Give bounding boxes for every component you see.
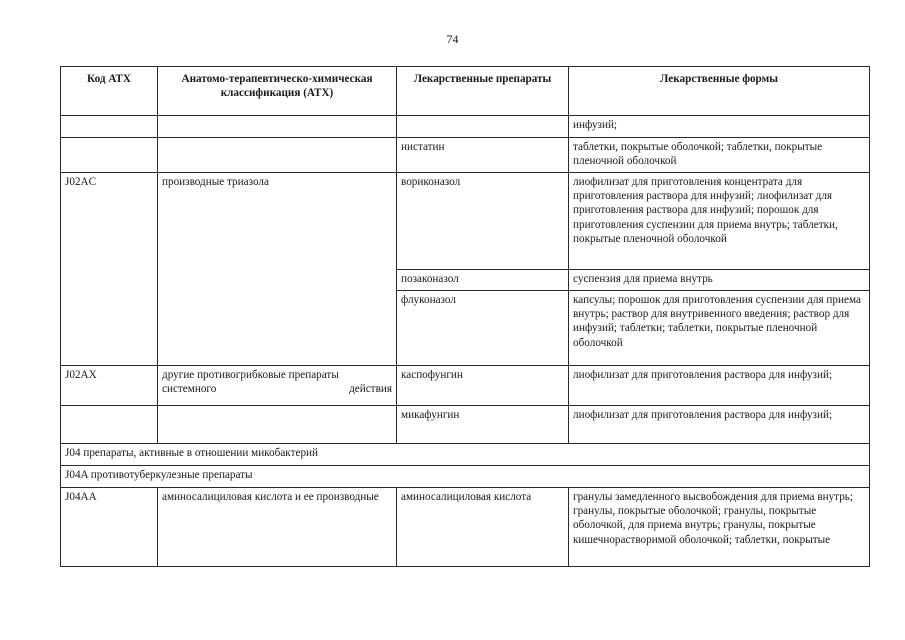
cell-drug: позаконазол	[397, 269, 569, 290]
cell-code: J04AA	[61, 487, 158, 566]
cell-forms: суспензия для приема внутрь	[569, 269, 870, 290]
cell-drug: флуконазол	[397, 290, 569, 365]
cell-code	[61, 138, 158, 173]
table-row	[61, 116, 870, 138]
cell-drug: вориконазол	[397, 172, 569, 269]
cell-drug	[397, 116, 569, 138]
cell-drug: аминосалициловая кислота	[397, 487, 569, 566]
cell-forms: лиофилизат для приготовления раствора для инфузий;	[569, 365, 870, 405]
cell-code	[61, 116, 158, 138]
header-forms: Лекарственные формы	[569, 67, 870, 116]
section-heading-j04a: J04A противотуберкулезные препараты	[61, 465, 870, 487]
cell-classification: аминосалициловая кислота и ее производные	[158, 487, 397, 566]
cell-forms: лиофилизат для приготовления концентрата для приготовления раствора для инфузий; лиофилизат для приготовления раствора для инфузий; порошок для приготовления суспензии для приема внутрь; таблетки, покрытые пленочной оболочкой	[569, 172, 870, 269]
cell-classification	[158, 116, 397, 138]
cell-classification	[158, 138, 397, 173]
cell-drug: нистатин	[397, 138, 569, 173]
cell-code	[61, 405, 158, 443]
cell-classification: другие противогрибковые препараты системного действия	[158, 365, 397, 405]
cell-classification	[158, 405, 397, 443]
cell-forms: капсулы; порошок для приготовления суспензии для приема внутрь; раствор для внутривенного введения; раствор для инфузий; таблетки; таблетки, покрытые пленочной оболочкой	[569, 290, 870, 365]
section-heading-j04: J04 препараты, активные в отношении микобактерий	[61, 443, 870, 465]
table-row	[61, 365, 870, 405]
cell-forms: таблетки, покрытые оболочкой; таблетки, покрытые пленочной оболочкой	[569, 138, 870, 173]
table-row	[61, 138, 870, 173]
cell-forms: гранулы замедленного высвобождения для приема внутрь; гранулы, покрытые оболочкой; гранулы, покрытые оболочкой, для приема внутрь; гранулы, покрытые кишечнорастворимой оболочкой; таблетки, покрытые	[569, 487, 870, 566]
header-code: Код АТХ	[61, 67, 158, 116]
table-row	[61, 487, 870, 566]
cell-forms: инфузий;	[569, 116, 870, 138]
table-row	[61, 405, 870, 443]
cell-code: J02AC	[61, 172, 158, 365]
page-number: 74	[446, 32, 459, 46]
table-row	[61, 172, 870, 269]
cell-classification: производные триазола	[158, 172, 397, 365]
cell-forms: лиофилизат для приготовления раствора для инфузий;	[569, 405, 870, 443]
cell-drug: микафунгин	[397, 405, 569, 443]
table-header-row	[61, 67, 870, 116]
atx-drug-table	[60, 66, 870, 567]
header-drugs: Лекарственные препараты	[397, 67, 569, 116]
cell-drug: каспофунгин	[397, 365, 569, 405]
cell-code: J02AX	[61, 365, 158, 405]
header-classification: Анатомо-терапевтическо-химическая классификация (АТХ)	[158, 67, 397, 116]
section-row	[61, 465, 870, 487]
section-row	[61, 443, 870, 465]
